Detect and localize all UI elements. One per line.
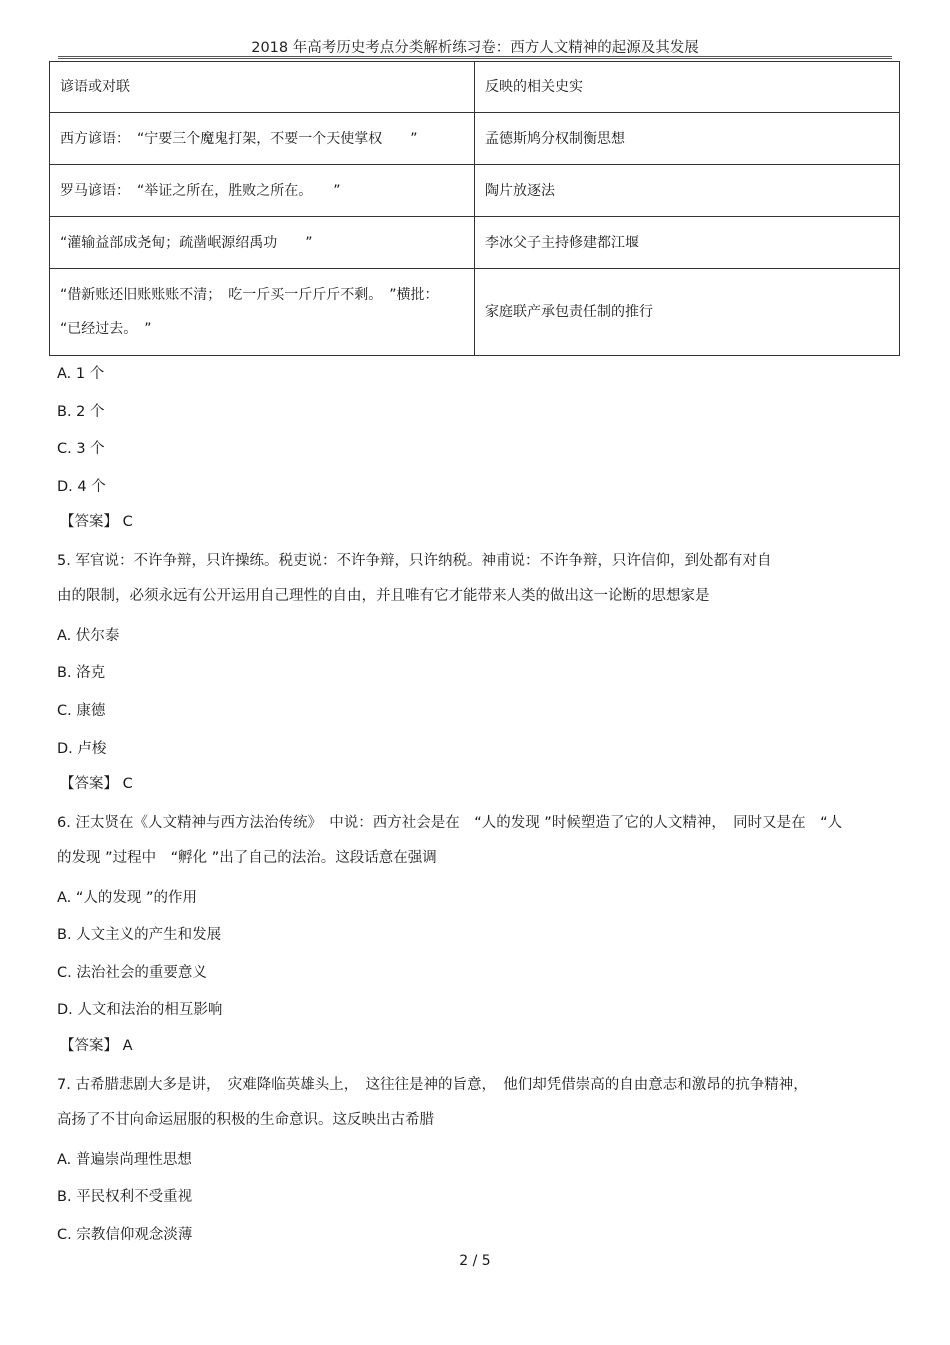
table-cell: 孟德斯鸠分权制衡思想: [475, 113, 900, 165]
question-stem: 的发现 ”过程中 “孵化 ”出了自己的法治。这段话意在强调: [57, 850, 437, 866]
option: D. 4 个: [57, 479, 106, 495]
question-stem: 高扬了不甘向命运屈服的积极的生命意识。这反映出古希腊: [57, 1112, 434, 1128]
option: D. 人文和法治的相互影响: [57, 1002, 223, 1018]
answer: 【答案】 A: [60, 1038, 133, 1054]
table-cell: 罗马谚语： “举证之所在，胜败之所在。 ”: [50, 165, 475, 217]
table-cell-line: “借新账还旧账账账不清； 吃一斤买一斤斤斤不剩。 ”横批：: [60, 287, 439, 303]
option: C. 法治社会的重要意义: [57, 965, 207, 981]
option: B. 2 个: [57, 404, 105, 420]
table-row: [50, 217, 900, 269]
table-cell: 李冰父子主持修建都江堰: [475, 217, 900, 269]
option: B. 人文主义的产生和发展: [57, 927, 222, 943]
option: B. 平民权利不受重视: [57, 1189, 193, 1205]
table-row: [50, 165, 900, 217]
table-header-cell: 谚语或对联: [50, 62, 475, 113]
page-header: 2018 年高考历史考点分类解析练习卷：西方人文精神的起源及其发展: [251, 40, 699, 56]
option: D. 卢梭: [57, 741, 107, 757]
question-stem: 6. 汪太贤在《人文精神与西方法治传统》 中说：西方社会是在 “人的发现 ”时候塑造了它的人文精神， 同时又是在 “人: [57, 815, 843, 831]
option: A. 伏尔泰: [57, 628, 120, 644]
option: A. “人的发现 ”的作用: [57, 890, 198, 906]
answer: 【答案】 C: [60, 776, 133, 792]
table-cell: “灌输益部成尧甸；疏凿岷源绍禹功 ”: [50, 217, 475, 269]
question-stem: 7. 古希腊悲剧大多是讲， 灾难降临英雄头上， 这往往是神的旨意， 他们却凭借崇高的自由意志和激昂的抗争精神，: [57, 1077, 808, 1093]
answer: 【答案】 C: [60, 514, 133, 530]
option: C. 康德: [57, 703, 106, 719]
table-cell: 西方谚语： “宁要三个魔鬼打架，不要一个天使掌权 ”: [50, 113, 475, 165]
question-stem: 由的限制，必须永远有公开运用自己理性的自由，并且唯有它才能带来人类的做出这一论断的思想家是: [57, 588, 710, 604]
table-cell: 家庭联产承包责任制的推行: [475, 269, 900, 356]
header-rule: [58, 56, 892, 59]
table-cell: 陶片放逐法: [475, 165, 900, 217]
proverb-table: [49, 61, 900, 356]
table-header-cell: 反映的相关史实: [475, 62, 900, 113]
option: B. 洛克: [57, 665, 106, 681]
table-header-row: [50, 62, 900, 113]
option: C. 3 个: [57, 441, 105, 457]
page-number: 2 / 5: [459, 1253, 491, 1269]
table-row: [50, 113, 900, 165]
table-row: [50, 269, 900, 356]
table-cell: [50, 269, 475, 356]
table-cell-line: “已经过去。 ”: [60, 321, 152, 337]
option: C. 宗教信仰观念淡薄: [57, 1227, 193, 1243]
question-stem: 5. 军官说：不许争辩，只许操练。税吏说：不许争辩，只许纳税。神甫说：不许争辩，只许信仰，到处都有对自: [57, 553, 772, 569]
option: A. 普遍崇尚理性思想: [57, 1152, 192, 1168]
option: A. 1 个: [57, 366, 105, 382]
